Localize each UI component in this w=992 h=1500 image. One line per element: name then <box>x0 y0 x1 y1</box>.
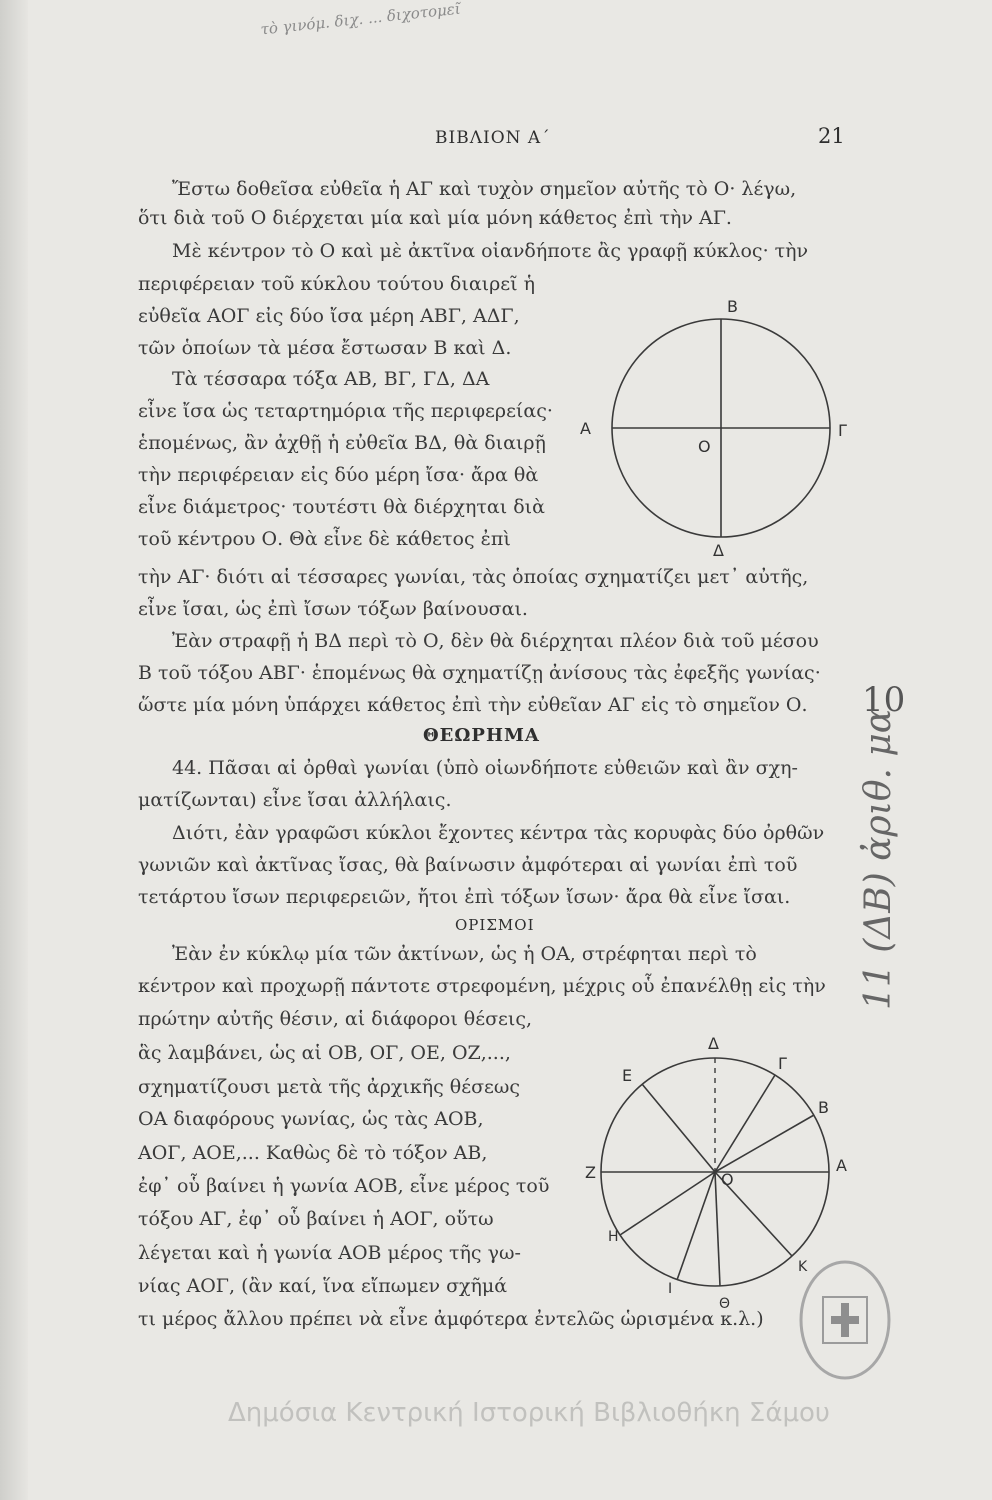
paragraph-line: τὴν ΑΓ· διότι αἱ τέσσαρες γωνίαι, τὰς ὁποίας σχηματίζει μετ᾽ αὐτῆς, <box>138 566 809 588</box>
figure2-radius-oh <box>620 1172 715 1235</box>
figure2-label-b: Β <box>818 1098 829 1117</box>
library-watermark: Δημόσια Κεντρική Ιστορική Βιβλιοθήκη Σάμου <box>228 1398 830 1428</box>
theorem-title: ΘΕΩΡΗΜΑ <box>423 725 540 746</box>
definition-line: ἃς λαμβάνει, ὡς αἱ ΟΒ, ΟΓ, ΟΕ, ΟΖ,..., <box>138 1042 511 1064</box>
page-number: 21 <box>818 124 845 148</box>
definition-line: ΑΟΓ, ΑΟΕ,... Καθὼς δὲ τὸ τόξον ΑΒ, <box>138 1142 488 1164</box>
figure2-radius-og <box>715 1075 775 1172</box>
figure1-label-b: Β <box>727 297 738 316</box>
figure2-label-h: Η <box>608 1229 619 1245</box>
paragraph-line: ἑπομένως, ἂν ἀχθῇ ἡ εὐθεῖα ΒΔ, θὰ διαιρῇ <box>138 432 546 454</box>
definition-line: ΟΑ διαφόρους γωνίας, ὡς τὰς ΑΟΒ, <box>138 1108 484 1130</box>
paragraph-line: εἶνε διάμετρος· τουτέστι θὰ διέρχηται διὰ <box>138 496 545 518</box>
definition-line: λέγεται καὶ ἡ γωνία ΑΟΒ μέρος τῆς γω- <box>138 1242 521 1264</box>
theorem-line: ματίζωνται) εἶνε ἴσαι ἀλλήλαις. <box>138 789 452 811</box>
definition-line: τόξου ΑΓ, ἐφ᾽ οὗ βαίνει ἡ ΑΟΓ, οὕτω <box>138 1208 494 1230</box>
figure2-label-o: Ο <box>721 1170 734 1189</box>
figure1-label-o: Ο <box>698 437 711 456</box>
figure2-label-th: Θ <box>719 1296 731 1312</box>
figure2-radius-ob <box>715 1115 814 1172</box>
definition-line: σχηματίζουσι μετὰ τῆς ἀρχικῆς θέσεως <box>138 1076 521 1098</box>
margin-mark: 10 <box>862 680 906 720</box>
figure2-label-e: Ε <box>622 1066 633 1085</box>
top-margin-note: τὸ γινόμ. διχ. ... διχοτομεῖ <box>259 0 462 39</box>
paragraph-line: Ἐὰν στραφῇ ἡ ΒΔ περὶ τὸ Ο, δὲν θὰ διέρχηται πλέον διὰ τοῦ μέσου <box>172 630 819 652</box>
figure2-radius-otheta <box>715 1172 720 1286</box>
definition-line: πρώτην αὐτῆς θέσιν, αἱ διάφοροι θέσεις, <box>138 1008 533 1030</box>
definition-line: κέντρον καὶ προχωρῇ πάντοτε στρεφομένη, μέχρις οὗ ἐπανέλθῃ εἰς τὴν <box>138 975 826 997</box>
theorem-line: γωνιῶν καὶ ἀκτῖνας ἴσας, θὰ βαίνωσιν ἀμφότεραι αἱ γωνίαι ἐπὶ τοῦ <box>138 854 798 876</box>
figure1-label-a: Α <box>580 419 591 438</box>
figure1-label-g: Γ <box>838 421 847 440</box>
right-margin-note: 11 (ΔΒ) ἀριθ. μα <box>858 708 899 1010</box>
theorem-line: 44. Πᾶσαι αἱ ὀρθαὶ γωνίαι (ὑπὸ οἱωνδήποτε εὐθειῶν καὶ ἂν σχη- <box>172 757 798 779</box>
library-stamp-icon <box>795 1255 895 1385</box>
paragraph-line: εἶνε ἴσαι, ὡς ἐπὶ ἴσων τόξων βαίνουσαι. <box>138 598 528 620</box>
paragraph-line: ὥστε μία μόνη ὑπάρχει κάθετος ἐπὶ τὴν εὐθεῖαν ΑΓ εἰς τὸ σημεῖον Ο. <box>138 694 808 716</box>
paragraph-line: εὐθεῖα ΑΟΓ εἰς δύο ἴσα μέρη ΑΒΓ, ΑΔΓ, <box>138 305 520 327</box>
figure2-label-i: Ι <box>668 1281 673 1297</box>
definition-line: Ἐὰν ἐν κύκλῳ μία τῶν ἀκτίνων, ὡς ἡ ΟΑ, στρέφηται περὶ τὸ <box>172 943 757 965</box>
figure2-label-z: Ζ <box>585 1163 596 1182</box>
page-binding-edge <box>0 0 28 1500</box>
paragraph-line: ὅτι διὰ τοῦ Ο διέρχεται μία καὶ μία μόνη κάθετος ἐπὶ τὴν ΑΓ. <box>138 207 732 229</box>
theorem-line: Διότι, ἐὰν γραφῶσι κύκλοι ἔχοντες κέντρα τὰς κορυφὰς δύο ὀρθῶν <box>172 822 825 844</box>
paragraph-line: Μὲ κέντρον τὸ Ο καὶ μὲ ἀκτῖνα οἱανδήποτε ἂς γραφῇ κύκλος· τὴν <box>172 240 809 262</box>
definition-line: τι μέρος ἄλλου πρέπει νὰ εἶνε ἀμφότερα ἐντελῶς ὡρισμένα κ.λ.) <box>138 1308 764 1330</box>
figure2-label-a: Α <box>836 1156 847 1175</box>
figure2-label-g: Γ <box>778 1054 787 1073</box>
paragraph-line: τῶν ὁποίων τὰ μέσα ἔστωσαν Β καὶ Δ. <box>138 337 512 359</box>
figure2-label-k: Κ <box>798 1259 808 1275</box>
definition-line: ἐφ᾽ οὗ βαίνει ἡ γωνία ΑΟΒ, εἶνε μέρος τοῦ <box>138 1175 550 1197</box>
figure2-radius-oe <box>642 1084 715 1172</box>
definitions-title: ΟΡΙΣΜΟΙ <box>455 916 535 934</box>
paragraph-line: εἶνε ἴσα ὡς τεταρτημόρια τῆς περιφερείας· <box>138 400 553 422</box>
figure2-radius-oi <box>677 1172 715 1280</box>
figure1-label-d: Δ <box>713 541 724 560</box>
paragraph-line: τὴν περιφέρειαν εἰς δύο μέρη ἴσα· ἄρα θὰ <box>138 464 539 486</box>
theorem-line: τετάρτου ἴσων περιφερειῶν, ἤτοι ἐπὶ τόξων ἴσων· ἄρα θὰ εἶνε ἴσαι. <box>138 886 791 908</box>
paragraph-line: τοῦ κέντρου Ο. Θὰ εἶνε δὲ κάθετος ἐπὶ <box>138 528 511 550</box>
paragraph-line: περιφέρειαν τοῦ κύκλου τούτου διαιρεῖ ἡ <box>138 273 535 295</box>
page-header <box>0 124 992 158</box>
paragraph-line: Β τοῦ τόξου ΑΒΓ· ἑπομένως θὰ σχηματίζῃ ἀνίσους τὰς ἐφεξῆς γωνίας· <box>138 662 821 684</box>
definition-line: νίας ΑΟΓ, (ἂν καί, ἵνα εἴπωμεν σχῆμά <box>138 1275 508 1297</box>
figure-circle-perpendicular <box>570 280 860 570</box>
paragraph-line: Τὰ τέσσαρα τόξα ΑΒ, ΒΓ, ΓΔ, ΔΑ <box>172 368 490 390</box>
paragraph-line: Ἔστω δοθεῖσα εὐθεῖα ἡ ΑΓ καὶ τυχὸν σημεῖον αὐτῆς τὸ Ο· λέγω, <box>172 178 797 200</box>
figure2-label-d: Δ <box>708 1034 719 1053</box>
running-head: ΒΙΒΛΙΟΝ Α΄ <box>435 128 551 148</box>
